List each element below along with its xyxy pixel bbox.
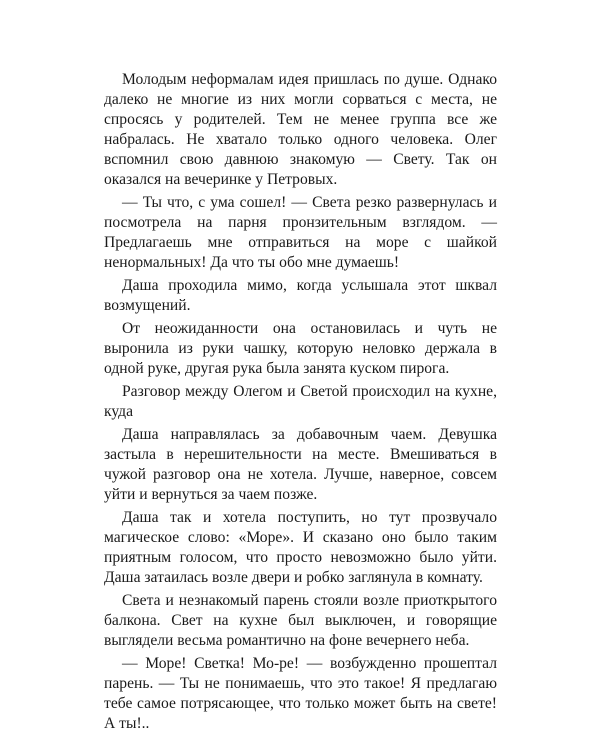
body-text — [104, 70, 497, 734]
paragraph: От неожиданности она остановилась и чуть не выронила из руки чашку, которую неловко держала в одной руке, другая рука была занята куском пирога. — [104, 320, 497, 377]
paragraph: — Море! Светка! Мо-ре! — возбужденно прошептал парень. — Ты не понимаешь, что это такое! Я предлагаю тебе самое потрясающее, что только может быть на свете! А ты!.. — [104, 655, 497, 732]
paragraph: — Ты что, с ума сошел! — Света резко развернулась и посмотрела на парня пронзительным взглядом. — Предлагаешь мне отправиться на море с шайкой ненормальных! Да что ты обо мне думаешь! — [104, 194, 497, 271]
paragraph: Даша направлялась за добавочным чаем. Девушка застыла в нерешительности на месте. Вмешиваться в чужой разговор она не хотела. Лучше, наверное, совсем уйти и вернуться за чаем позже. — [104, 426, 497, 503]
paragraph: Даша так и хотела поступить, но тут прозвучало магическое слово: «Море». И сказано оно было таким приятным голосом, что просто невозможно было уйти. Даша затаилась возле двери и робко заглянула в комнату. — [104, 509, 497, 586]
paragraph: Даша проходила мимо, когда услышала этот шквал возмущений. — [104, 277, 497, 314]
paragraph: Света и незнакомый парень стояли возле приоткрытого балкона. Свет на кухне был выключен, и говорящие выглядели весьма романтично на фоне вечернего неба. — [104, 592, 497, 649]
paragraph: Разговор между Олегом и Светой происходил на кухне, куда — [104, 383, 497, 420]
paragraph: Молодым неформалам идея пришлась по душе. Однако далеко не многие из них могли сорваться с места, не спросясь у родителей. Тем не менее группа все же набралась. Не хватало только одного человека. Олег вспомнил свою давнюю знакомую — Свету. Так он оказался на вечеринке у Петровых. — [104, 71, 497, 188]
